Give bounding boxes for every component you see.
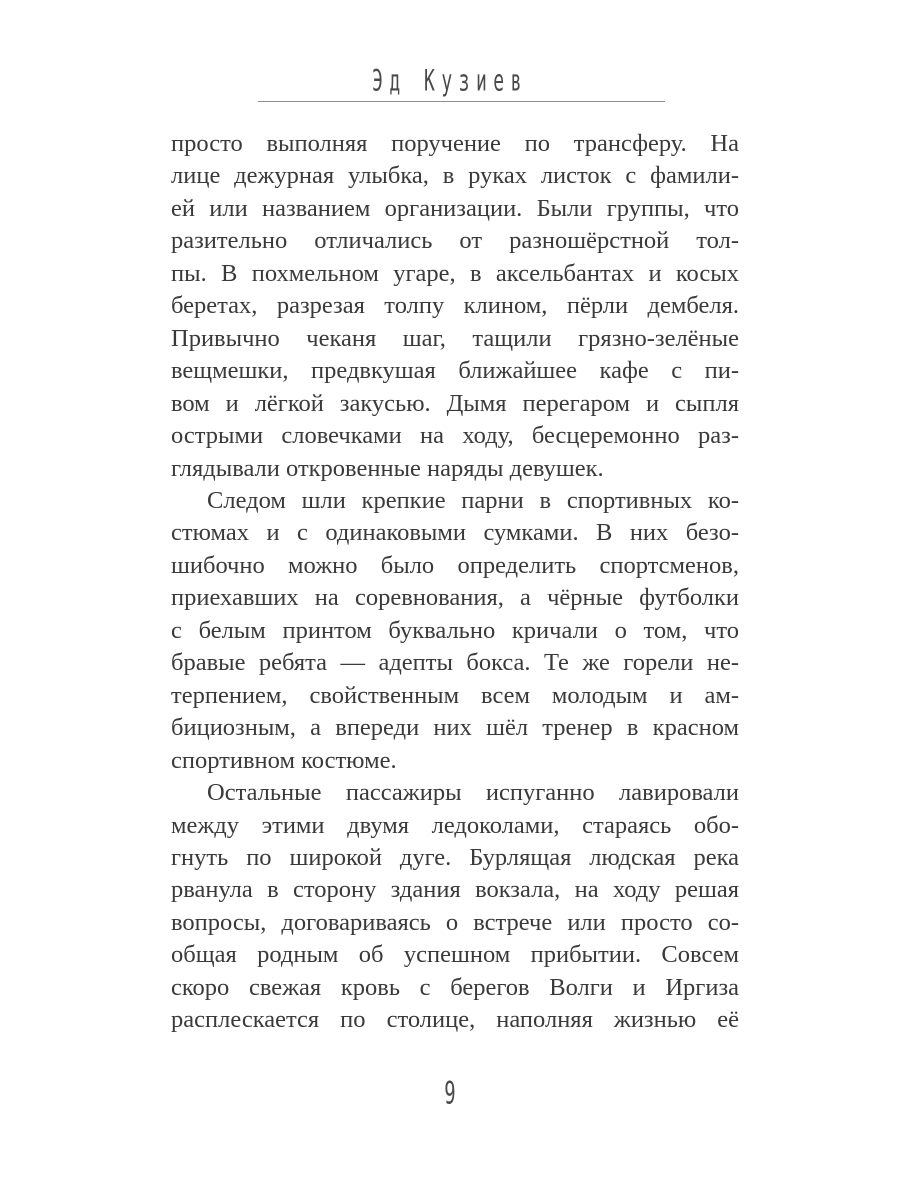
text-line: скоро свежая кровь с берегов Волги и Иргиза [171, 973, 739, 1001]
running-head-author: Эд Кузиев [372, 63, 528, 98]
header-rule [258, 101, 665, 102]
page-number: 9 [444, 1075, 456, 1112]
text-line: стюмах и с одинаковыми сумками. В них безо- [171, 519, 739, 547]
text-line: спортивном костюме. [171, 746, 397, 774]
text-line: вещмешки, предвкушая ближайшее кафе с пи- [171, 357, 739, 385]
text-line: беретах, разрезая толпу клином, пёрли дембеля. [171, 292, 739, 320]
text-line: ей или названием организации. Были группы, что [171, 194, 739, 222]
text-line: с белым принтом буквально кричали о том, что [171, 616, 739, 644]
text-line: вом и лёгкой закусью. Дымя перегаром и сыпля [171, 389, 739, 417]
text-line: Привычно чеканя шаг, тащили грязно-зелёные [171, 324, 739, 352]
text-line: острыми словечками на ходу, бесцеремонно раз- [171, 422, 739, 450]
text-line: бициозным, а впереди них шёл тренер в красном [171, 714, 739, 742]
text-line: рванула в сторону здания вокзала, на ходу решая [171, 876, 739, 904]
text-line: просто выполняя поручение по трансферу. На [171, 130, 739, 157]
text-line: глядывали откровенные наряды девушек. [171, 454, 604, 482]
text-line: Остальные пассажиры испуганно лавировали [207, 779, 739, 807]
text-line: пы. В похмельном угаре, в аксельбантах и косых [171, 259, 739, 287]
text-line: вопросы, договариваясь о встрече или просто со- [171, 908, 739, 936]
text-line: лице дежурная улыбка, в руках листок с фамили- [171, 162, 739, 190]
text-line: бравые ребята — адепты бокса. Те же горели не- [171, 649, 739, 677]
text-line: шибочно можно было определить спортсменов, [171, 551, 739, 579]
body-text [171, 128, 739, 1037]
text-line: Следом шли крепкие парни в спортивных ко- [207, 486, 739, 514]
text-line: расплескается по столице, наполняя жизнью её [171, 1006, 739, 1034]
text-line: между этими двумя ледоколами, стараясь обо- [171, 811, 739, 839]
text-line: разительно отличались от разношёрстной тол- [171, 227, 739, 255]
text-line: гнуть по широкой дуге. Бурлящая людская река [171, 843, 739, 871]
text-line: общая родным об успешном прибытии. Совсем [171, 941, 739, 969]
text-line: приехавших на соревнования, а чёрные футболки [171, 584, 739, 612]
text-line: терпением, свойственным всем молодым и ам- [171, 681, 739, 709]
